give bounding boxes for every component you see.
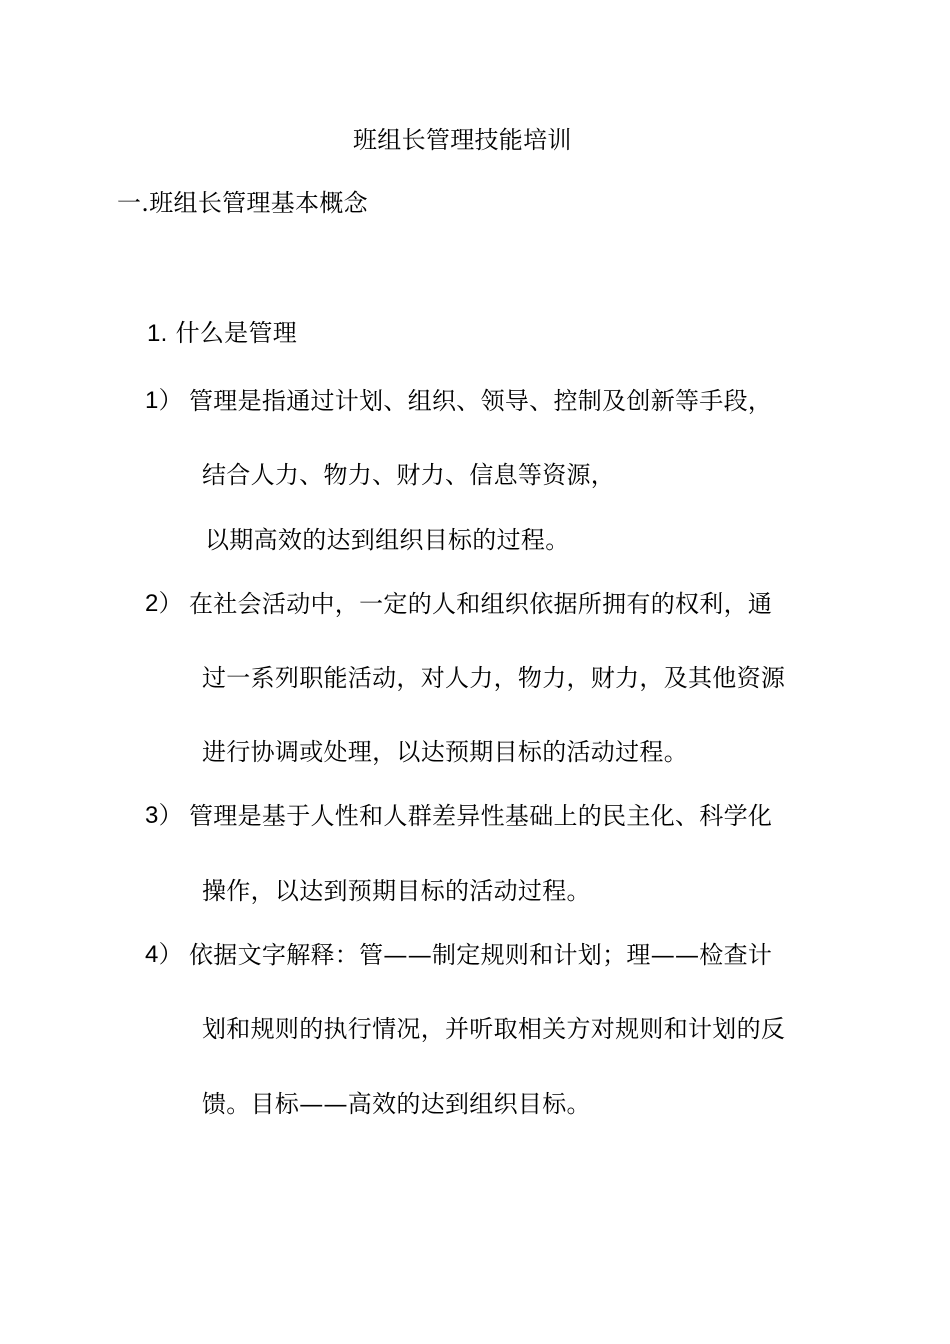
- subsection-heading: [147, 318, 297, 349]
- section-heading: 一.班组长管理基本概念: [117, 189, 368, 217]
- subsection-number: 1.: [147, 320, 168, 347]
- item-line: 以期高效的达到组织目标的过程。: [205, 526, 570, 554]
- document-title: 班组长管理技能培训: [353, 126, 572, 154]
- item-marker: 1）: [145, 387, 183, 414]
- item-line: 依据文字解释：管——制定规则和计划；理——检查计: [189, 941, 773, 969]
- item-line: 管理是指通过计划、组织、领导、控制及创新等手段，: [189, 387, 773, 415]
- item-line: 管理是基于人性和人群差异性基础上的民主化、科学化: [189, 802, 773, 830]
- item-marker: 4）: [145, 941, 183, 968]
- item-line: 过一系列职能活动，对人力，物力，财力，及其他资源: [202, 664, 786, 692]
- item-line: 结合人力、物力、财力、信息等资源，: [202, 461, 616, 489]
- item-marker: 2）: [145, 590, 183, 617]
- item-line: 操作，以达到预期目标的活动过程。: [202, 877, 591, 905]
- subsection-title: 什么是管理: [175, 319, 298, 347]
- item-line: 划和规则的执行情况，并听取相关方对规则和计划的反: [202, 1015, 786, 1043]
- item-marker: 3）: [145, 802, 183, 829]
- item-line: 在社会活动中，一定的人和组织依据所拥有的权利，通: [189, 590, 773, 618]
- item-line: 进行协调或处理，以达预期目标的活动过程。: [202, 738, 688, 766]
- item-line: 馈。目标——高效的达到组织目标。: [202, 1090, 591, 1118]
